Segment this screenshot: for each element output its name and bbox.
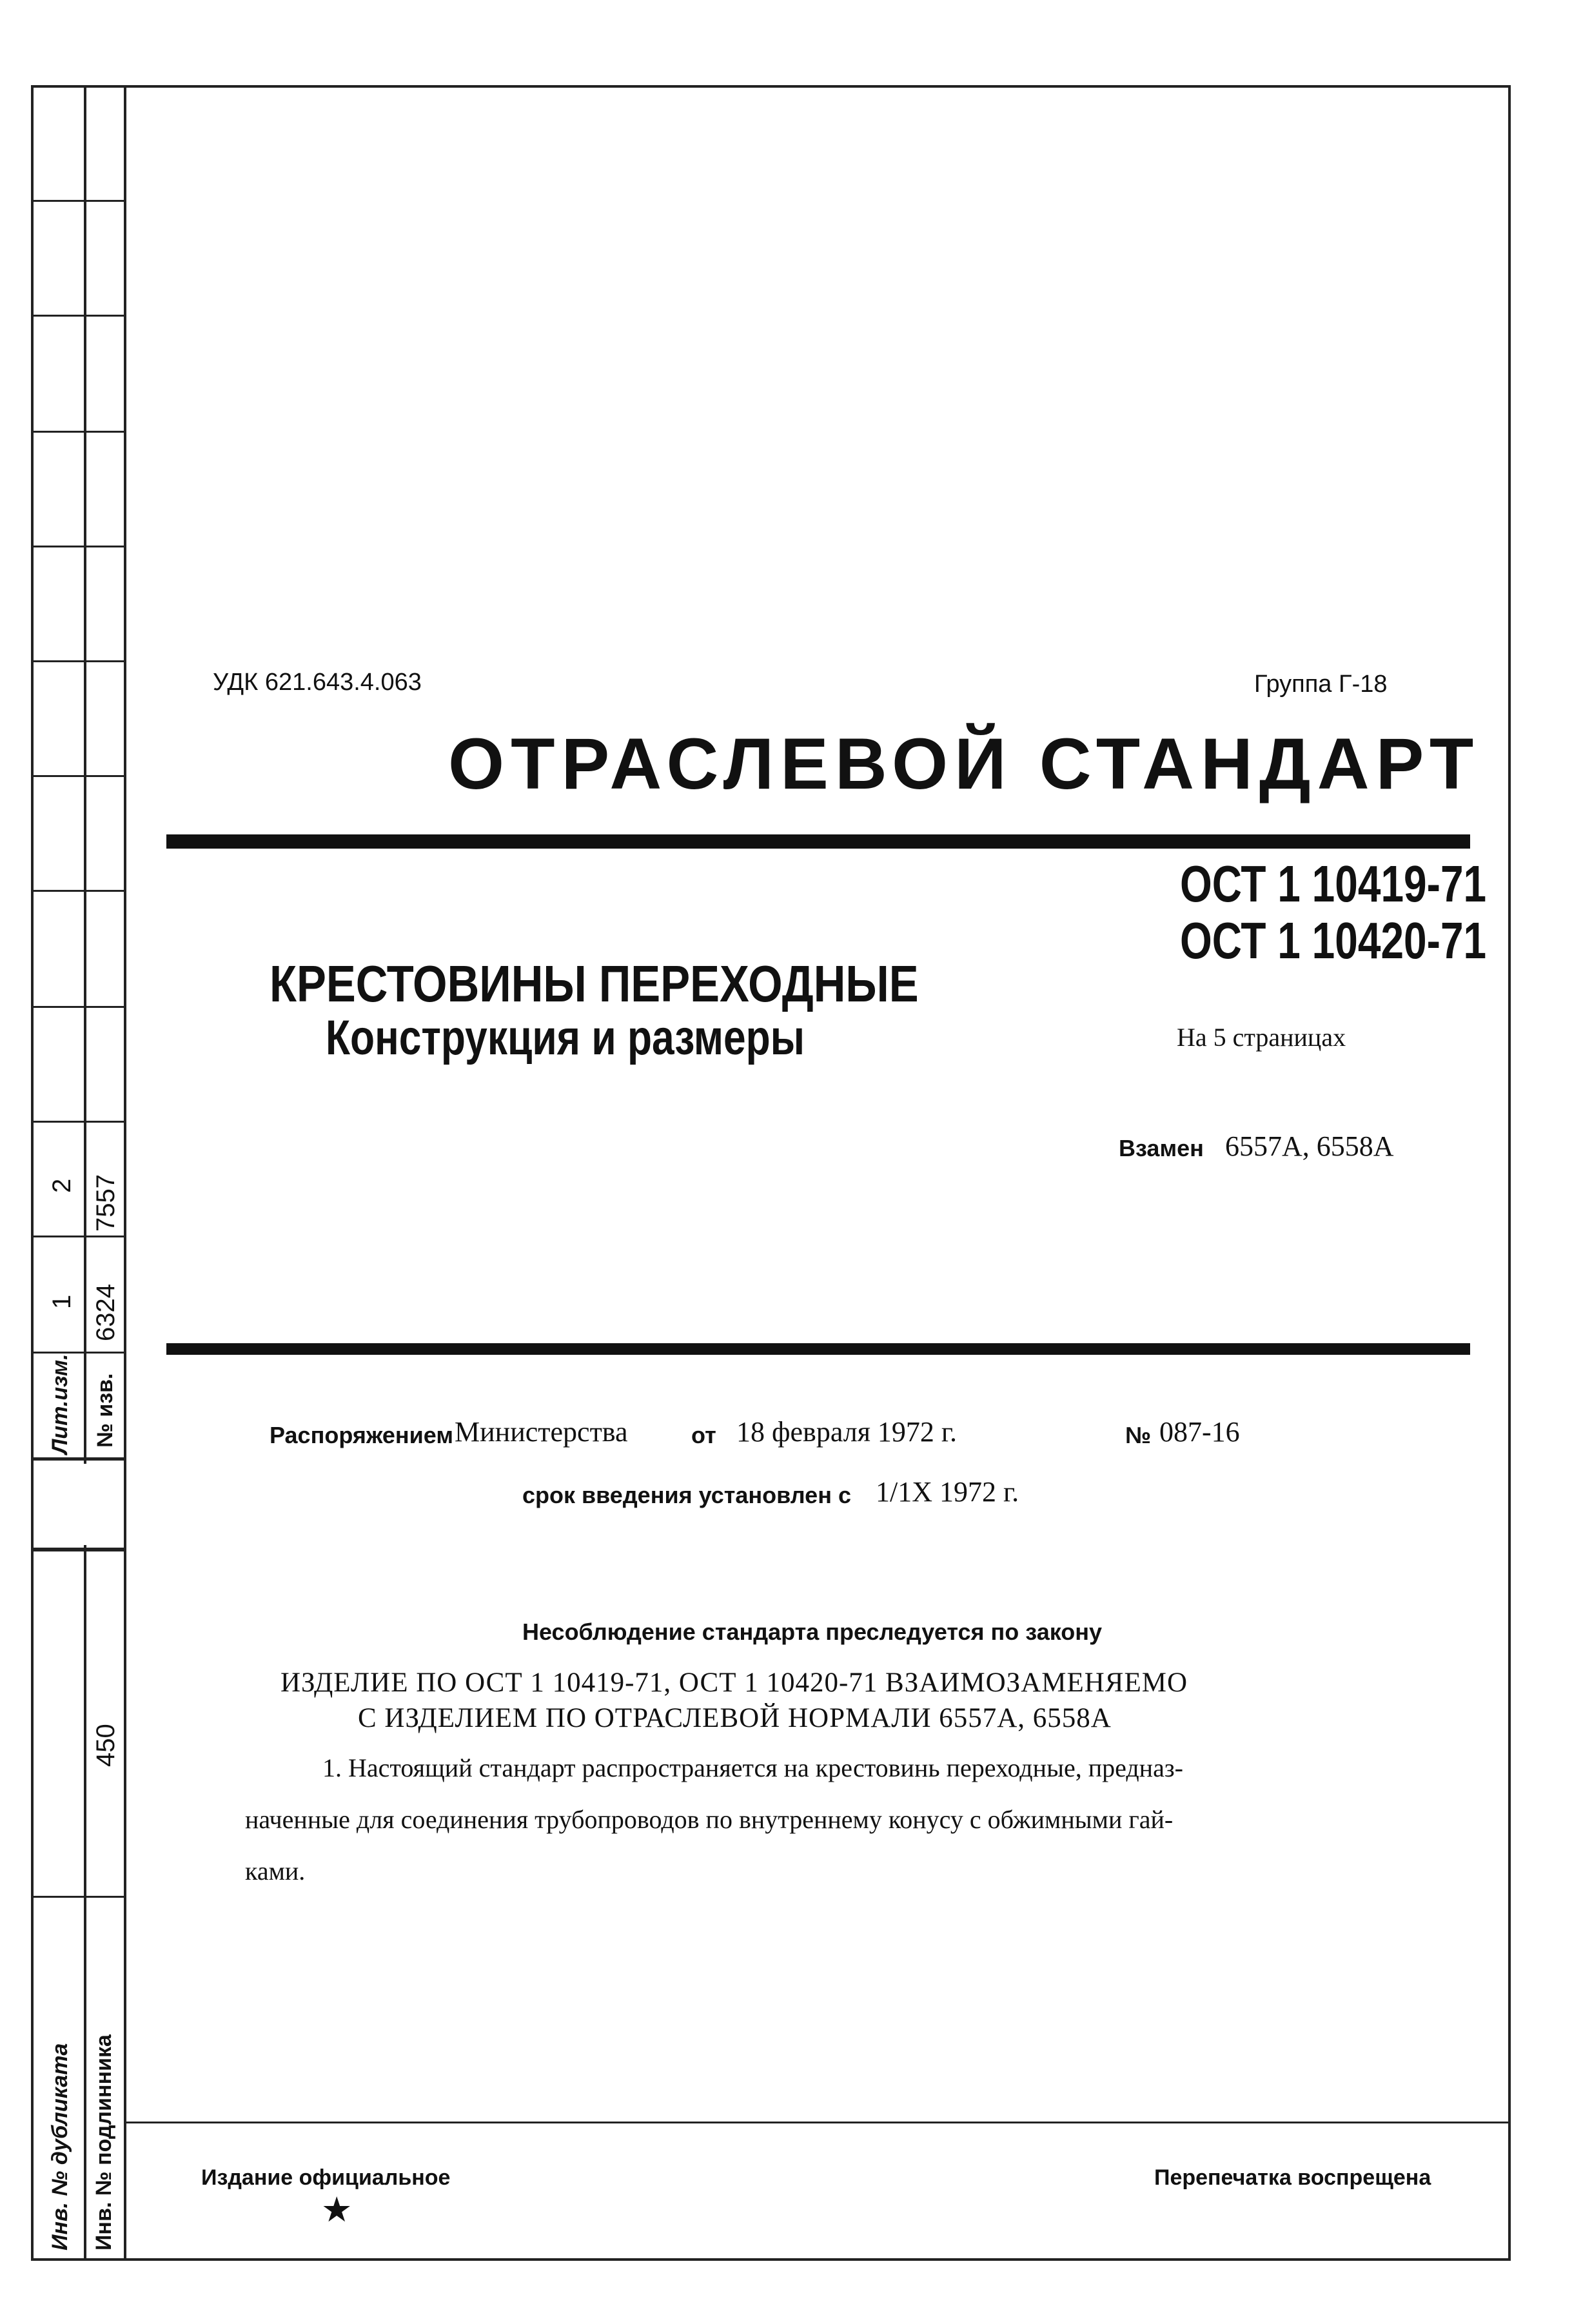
udk-code: УДК 621.643.4.063 — [213, 669, 422, 696]
izv-row-1: 6324 — [92, 1284, 120, 1341]
order-date: 18 февраля 1972 г. — [736, 1416, 958, 1448]
stamp-divider — [31, 1352, 126, 1354]
replaces-value: 6557А, 6558А — [1225, 1130, 1394, 1162]
stamp-divider — [31, 546, 126, 547]
page-frame — [31, 85, 1511, 2261]
stamp-divider — [31, 1236, 126, 1237]
effective-date: 1/1Х 1972 г. — [876, 1476, 1019, 1508]
standard-subtitle: Конструкция и размеры — [326, 1010, 805, 1065]
podlinnik-number: 450 — [92, 1724, 120, 1767]
order-number: 087-16 — [1159, 1416, 1240, 1448]
stamp-divider — [31, 431, 126, 433]
stamp-divider — [31, 1896, 126, 1898]
paragraph-line-3: ками. — [245, 1856, 306, 1886]
stamp-divider — [31, 1006, 126, 1008]
interchange-line-1: ИЗДЕЛИЕ ПО ОСТ 1 10419-71, ОСТ 1 10420-71 ВЗАИМОЗАМЕНЯЕМО — [280, 1668, 1188, 1698]
side-stamp-column-inner — [84, 85, 126, 2261]
stamp-divider — [31, 1121, 126, 1123]
stamp-divider — [31, 200, 126, 202]
section-rule — [166, 1343, 1470, 1355]
stamp-gap — [34, 1464, 124, 1545]
stamp-divider — [31, 660, 126, 662]
no-izv-label: № изв. — [93, 1373, 117, 1448]
lit-row-1: 1 — [48, 1294, 76, 1309]
dublikat-label: Инв. № дубликата — [48, 2043, 72, 2250]
title-rule — [166, 834, 1470, 849]
podlinnik-label: Инв. № подлинника — [92, 2034, 116, 2250]
order-from-label: от — [691, 1422, 716, 1448]
stamp-divider — [31, 775, 126, 777]
interchange-line-2: С ИЗДЕЛИЕМ ПО ОТРАСЛЕВОЙ НОРМАЛИ 6557А, 6558А — [358, 1703, 1112, 1733]
standard-code-2: ОСТ 1 10420-71 — [1180, 912, 1487, 969]
page-count: На 5 страницах — [1177, 1023, 1346, 1052]
stamp-divider — [31, 315, 126, 317]
stamp-divider — [31, 890, 126, 892]
legal-notice: Несоблюдение стандарта преследуется по закону — [522, 1619, 1103, 1645]
replaces-label: Взамен — [1119, 1135, 1204, 1161]
stamp-divider — [31, 1457, 126, 1461]
lit-row-2: 2 — [48, 1178, 76, 1193]
reprint-forbidden: Перепечатка воспрещена — [1154, 2165, 1431, 2190]
order-issuer: Министерства — [455, 1416, 628, 1448]
star-icon: ★ — [321, 2191, 353, 2229]
official-edition: Издание официальное — [201, 2165, 451, 2190]
document-title: ОТРАСЛЕВОЙ СТАНДАРТ — [448, 724, 1480, 804]
order-label: Распоряжением — [270, 1422, 453, 1448]
order-number-label: № — [1125, 1422, 1152, 1448]
paragraph-line-1: 1. Настоящий стандарт распространяется на крестовинь переходные, предназ- — [322, 1753, 1183, 1782]
lit-izm-label: Лит.изм. — [48, 1354, 72, 1454]
effective-label: срок введения установлен с — [522, 1482, 851, 1508]
group-code: Группа Г-18 — [1254, 671, 1388, 698]
stamp-divider — [31, 1548, 126, 1551]
side-stamp-column-outer — [31, 85, 86, 2261]
standard-code-1: ОСТ 1 10419-71 — [1180, 855, 1487, 912]
footer-rule — [126, 2122, 1511, 2123]
paragraph-line-2: наченные для соединения трубопроводов по внутреннему конусу с обжимными гай- — [245, 1805, 1174, 1834]
izv-row-2: 7557 — [92, 1174, 120, 1232]
standard-name: КРЕСТОВИНЫ ПЕРЕХОДНЫЕ — [270, 955, 919, 1012]
